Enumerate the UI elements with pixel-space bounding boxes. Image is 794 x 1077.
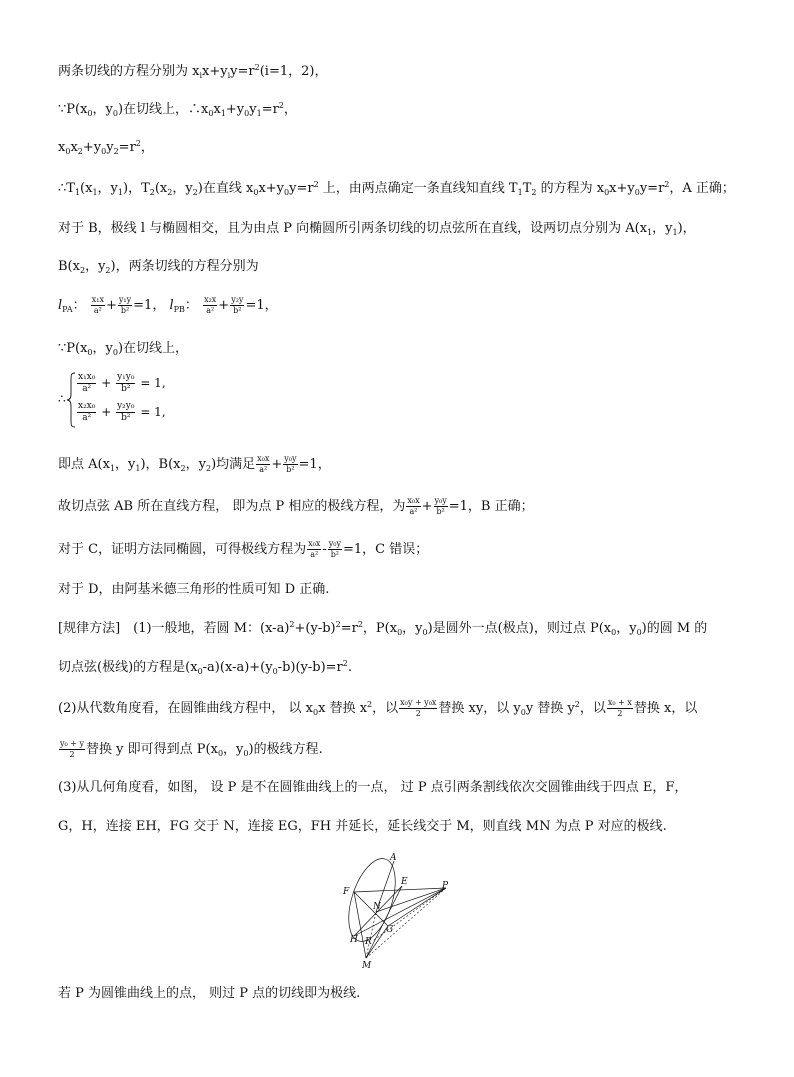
line-EM: [366, 886, 402, 958]
label-M: M: [362, 961, 372, 970]
document-page: 两条切线的方程分别为 $x_ix+y_iy=r^2(i=1$，2)， $\because P(x_0$，$y_0$)在切线上，$\therefore x_0x_1+y_0y_1=r^2$， $x_0x_2+y_0y_2=r^2$， $\therefore T_1(x_1$，$y_1$)，$T_2(x_2$，$y_2$)在直线 $x_0x+y_0y=r^2$ 上，由两点确定一条直线知直线 $T_1T_2$ 的方程为 $x_0x+y_0y=r^2$，A 正确； 对于 B，极线 l 与椭圆相交，且为由点 P 向椭圆所引两条切线的切点弦所在直线，设两切点分别为 $A(x_1$，$y_1$)， $B(x_2$，$y_2$)，两条切线的方程分别为 $l_{PA}$： $\frac{\text{x₁x}}{\text{a²}}$ + $\frac{\text{y₁y}}{\text{b²}}$ =1， $l_{PB}$： $\frac{\text{x₂x}}{\text{a²}}$ + $\frac{\text{y₂y}}{\text{b²}}$ =1， $\because P(x_0$，$y_0$)在切线上， ∴ $\frac{\text{x₁x₀}}{\text{a²}}$ + $\frac{\text{y₁y₀}}{\text{b²}}$ = 1, $\frac{\text{x₂x₀}}{\text{a²}}$ + $\frac{\text{y₂y₀}}{\text{b²}}$ = 1, 即点 $A(x_1$，$y_1$)，$B(x_2$，$y_2$)均满足 $\frac{\text{x₀x}}{\text{a²}}$ + $\frac{\text{y₀y}}{\text{b²}}$ =1， 故切点弦 AB 所在直线方程， 即为点 P 相应的极线方程，为 $\frac{\text{x₀x}}{\text{a²}}$ + $\frac{\text{y₀y}}{\text{b²}}$ =1，B 正确； 对于 C，证明方法同椭圆，可得极线方程为 $\frac{\text{x₀x}}{\text{a²}}$ - $\frac{\text{y₀y}}{\text{b²}}$ =1，C 错误； 对于 D，由阿基米德三角形的性质可知 D 正确. [规律方法] (1)一般地，若圆 M：$(x-a)^2+(y-b)^2=r^2$，$P(x_0$，$y_0$)是圆外一点(极点)，则过点 $P(x_0$，$y_0$)的圆 M 的 切点弦(极线)的方程是$(x_0-a)(x-a)+(y_0-b)(y-b)=r^2$. (2)从代数角度看，在圆锥曲线方程中， 以 $x_0x$ 替换 $x^2$，以 $\frac{\text{x₀y + y₀x}}{2}$ 替换 xy，以 $y_0y$ 替换 $y^2$，以 $\frac{\text{x₀ + x}}{2}$ 替换 x，以 $\frac{\text{y₀ + y}}{2}$ 替换 y 即可得到点 $P(x_0$，$y_0$)的极线方程. (3)从几何角度看，如图， 设 P 是不在圆锥曲线上的一点， 过 P 点引两条割线依次交圆锥曲线于四点 E，F， G，H，连接 EH，FG 交于 N，连接 EG，FH 并延长，延长线交于 M，则直线 MN 为点 P 对应的极线. A E F P N G H R M 若 P 为圆锥曲线上的点， 则过 P 点的切线即为极线.: [0, 0, 794, 1077]
fraction: $\frac{\text{y₀ + y}}{2}$: [60, 739, 85, 759]
label-P: P: [442, 881, 449, 891]
brace-icon: [66, 372, 76, 428]
fraction: $\frac{\text{x₀x}}{\text{a²}}$: [308, 539, 321, 559]
label-R: R: [365, 937, 372, 947]
fraction: $\frac{\text{y₀y}}{\text{b²}}$: [284, 454, 297, 474]
fraction: $\frac{\text{y₂y}}{\text{b²}}$: [231, 295, 244, 315]
text-line-17: (2)从代数角度看，在圆锥曲线方程中， 以 $x_0x$ 替换 $x^2$，以 $\frac{\text{x₀y + y₀x}}{2}$ 替换 xy，以 $y_0y$ 替换 $y^2$，以 $\frac{\text{x₀ + x}}{2}$ 替换 x，以: [58, 698, 698, 718]
fraction: $\frac{\text{x₂x₀}}{\text{a²}}$: [78, 401, 96, 423]
text-line-11: 即点 $A(x_1$，$y_1$)，$B(x_2$，$y_2$)均满足 $\frac{\text{x₀x}}{\text{a²}}$ + $\frac{\text{y₀y}}{\text{b²}}$ =1，: [58, 454, 331, 474]
fraction: $\frac{\text{x₀x}}{\text{a²}}$: [407, 496, 420, 516]
fraction: $\frac{\text{y₁y}}{\text{b²}}$: [118, 295, 132, 315]
text-line-18: $\frac{\text{y₀ + y}}{2}$ 替换 y 即可得到点 $P(x_0$，$y_0$)的极线方程.: [60, 739, 323, 759]
dashed-MP: [366, 888, 446, 958]
fraction: $\frac{\text{y₀y}}{\text{b²}}$: [434, 496, 447, 516]
text-line-21: 若 P 为圆锥曲线上的点， 则过 P 点的切线即为极线.: [58, 986, 361, 1001]
label-A: A: [390, 853, 397, 863]
line-NP: [376, 888, 446, 912]
system-row-2: $\frac{\text{x₂x₀}}{\text{a²}}$ + $\frac{\text{y₂y₀}}{\text{b²}}$ = 1,: [78, 401, 166, 423]
line-GP: [388, 888, 446, 926]
label-H: H: [350, 935, 358, 945]
dashed-RP: [374, 888, 446, 940]
text-line-19: (3)从几何角度看，如图， 设 P 是不在圆锥曲线上的一点， 过 P 点引两条割线依次交圆锥曲线于四点 E，F，: [58, 780, 688, 795]
text-line-4: $\therefore T_1(x_1$，$y_1$)，$T_2(x_2$，$y_2$)在直线 $x_0x+y_0y=r^2$ 上，由两点确定一条直线知直线 $T_1T_2$ 的方程为 $x_0x+y_0y=r^2$，A 正确；: [58, 180, 735, 197]
label-G: G: [386, 925, 394, 935]
fraction: $\frac{\text{y₁y₀}}{\text{b²}}$: [117, 372, 135, 394]
text-line-7-tangent-equations: $l_{PA}$： $\frac{\text{x₁x}}{\text{a²}}$ + $\frac{\text{y₁y}}{\text{b²}}$ =1， $l_{PB}$： $\frac{\text{x₂x}}{\text{a²}}$ + $\frac{\text{y₂y}}{\text{b²}}$ =1，: [58, 295, 278, 315]
fraction: $\frac{\text{x₀y + y₀x}}{2}$: [400, 698, 437, 718]
text-line-15: [规律方法] (1)一般地，若圆 M：$(x-a)^2+(y-b)^2=r^2$，$P(x_0$，$y_0$)是圆外一点(极点)，则过点 $P(x_0$，$y_0$)的圆 M 的: [58, 620, 708, 637]
fraction: $\frac{\text{y₂y₀}}{\text{b²}}$: [117, 401, 135, 423]
system-row-1: $\frac{\text{x₁x₀}}{\text{a²}}$ + $\frac{\text{y₁y₀}}{\text{b²}}$ = 1,: [78, 372, 166, 394]
pole-polar-figure: [338, 850, 458, 970]
text-line-16: 切点弦(极线)的方程是$(x_0-a)(x-a)+(y_0-b)(y-b)=r^2$.: [58, 659, 353, 676]
label-E: E: [401, 877, 408, 887]
fraction: $\frac{\text{x₀x}}{\text{a²}}$: [257, 454, 270, 474]
text-line-12: 故切点弦 AB 所在直线方程， 即为点 P 相应的极线方程，为 $\frac{\text{x₀x}}{\text{a²}}$ + $\frac{\text{y₀y}}{\text{b²}}$ =1，B 正确；: [58, 496, 534, 516]
fraction: $\frac{\text{x₂x}}{\text{a²}}$: [204, 295, 217, 315]
fraction: $\frac{\text{y₀y}}{\text{b²}}$: [328, 539, 341, 559]
secant-PH: [354, 888, 446, 936]
text-line-1: 两条切线的方程分别为 $x_ix+y_iy=r^2(i=1$，2)，: [58, 63, 328, 80]
text-line-20: G，H，连接 EH，FG 交于 N，连接 EG，FH 并延长，延长线交于 M，则直线 MN 为点 P 对应的极线.: [58, 819, 667, 834]
text-line-5: 对于 B，极线 l 与椭圆相交，且为由点 P 向椭圆所引两条切线的切点弦所在直线，设两切点分别为 $A(x_1$，$y_1$)，: [58, 221, 696, 237]
fraction: $\frac{\text{x₁x₀}}{\text{a²}}$: [78, 372, 96, 394]
fraction: $\frac{\text{x₀ + x}}{2}$: [607, 698, 632, 718]
text-line-2: $\because P(x_0$，$y_0$)在切线上，$\therefore x_0x_1+y_0y_1=r^2$，: [58, 101, 297, 118]
text-line-14: 对于 D，由阿基米德三角形的性质可知 D 正确.: [58, 582, 330, 597]
text-line-6: $B(x_2$，$y_2$)，两条切线的方程分别为: [58, 259, 259, 275]
text-line-8: $\because P(x_0$，$y_0$)在切线上，: [58, 341, 189, 357]
label-N: N: [373, 902, 381, 912]
fraction: $\frac{\text{x₁x}}{\text{a²}}$: [91, 295, 104, 315]
text-line-13: 对于 C，证明方法同椭圆，可得极线方程为 $\frac{\text{x₀x}}{\text{a²}}$ - $\frac{\text{y₀y}}{\text{b²}}$ =1，C 错误；: [58, 539, 429, 559]
text-line-3: $x_0x_2+y_0y_2=r^2$，: [58, 139, 154, 156]
label-F: F: [343, 887, 350, 897]
